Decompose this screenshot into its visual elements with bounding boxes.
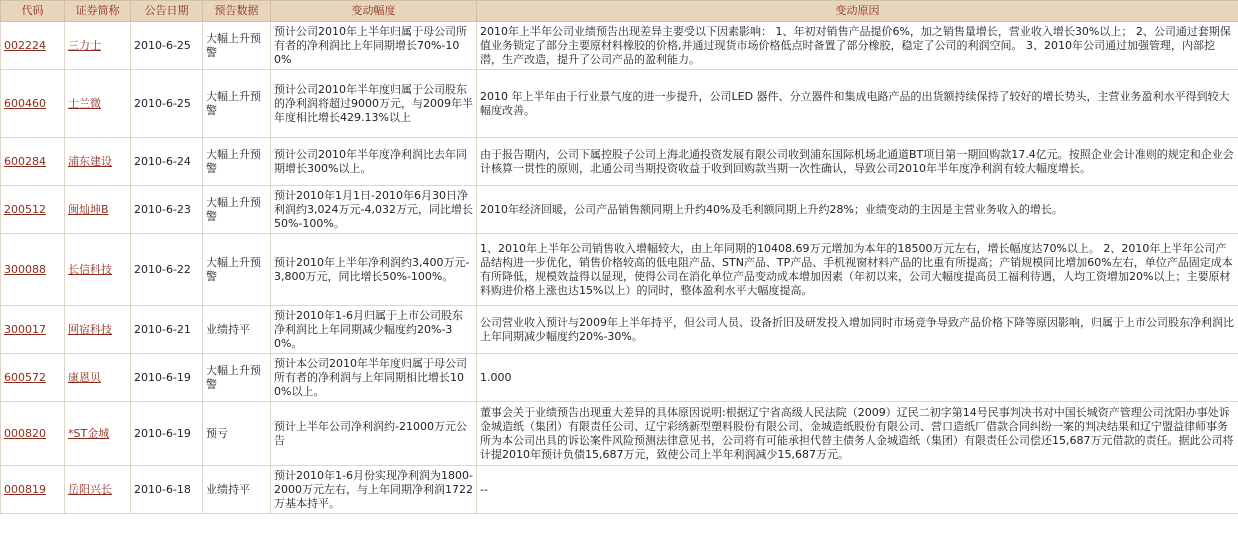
change-range: 预计公司2010年上半年归属于母公司所有者的净利润比上年同期增长70%-100% (271, 22, 477, 70)
change-reason: 2010年经济回暖，公司产品销售额同期上升约40%及毛利额同期上升约28%；业绩变动的主因是主营业务收入的增长。 (477, 186, 1238, 234)
stock-code-link[interactable]: 000819 (4, 482, 46, 496)
announce-date: 2010-6-23 (131, 186, 203, 234)
forecast-type: 业绩持平 (203, 306, 271, 354)
stock-name-link[interactable]: *ST金城 (68, 426, 110, 440)
table-header-row (1, 1, 1238, 22)
change-range: 预计公司2010年半年度归属于公司股东的净利润将超过9000万元，与2009年半年度相比增长429.13%以上 (271, 70, 477, 138)
table-row (1, 402, 1238, 466)
change-range: 预计2010年1-6月归属于上市公司股东净利润比上年同期减少幅度约20%-30%。 (271, 306, 477, 354)
stock-name-link[interactable]: 闽灿坤B (68, 202, 109, 216)
announce-date: 2010-6-24 (131, 138, 203, 186)
forecast-type: 大幅上升预警 (203, 22, 271, 70)
announce-date: 2010-6-25 (131, 22, 203, 70)
table-row (1, 186, 1238, 234)
change-range: 预计公司2010年半年度净利润比去年同期增长300%以上。 (271, 138, 477, 186)
header-name[interactable]: 证券简称 (65, 1, 131, 22)
change-reason: -- (477, 466, 1238, 514)
stock-code-link[interactable]: 600460 (4, 96, 46, 110)
stock-name-link[interactable]: 康恩贝 (68, 370, 101, 384)
change-reason: 2010年上半年公司业绩预告出现差异主要受以下因素影响： 1、年初对销售产品提价6%，加之销售量增长，营业收入增长30%以上； 2、公司通过套期保值业务锁定了部分主要原材料橡胶的价格,并通过现货市场价格低点时备置了部分橡胶，稳定了公司的利润空间。 3、2010年公司通过加强管理，内部挖潜，生产改造，提升了公司产品的盈利能力。 (477, 22, 1238, 70)
table-row (1, 354, 1238, 402)
announce-date: 2010-6-19 (131, 354, 203, 402)
forecast-type: 大幅上升预警 (203, 186, 271, 234)
table-row (1, 306, 1238, 354)
stock-name-link[interactable]: 三力士 (68, 38, 101, 52)
header-range[interactable]: 变动幅度 (271, 1, 477, 22)
header-date[interactable]: 公告日期 (131, 1, 203, 22)
table-row (1, 70, 1238, 138)
stock-name-link[interactable]: 浦东建设 (68, 154, 112, 168)
stock-name-link[interactable]: 长信科技 (68, 262, 112, 276)
stock-name-link[interactable]: 网宿科技 (68, 322, 112, 336)
change-range: 预计上半年公司净利润约-21000万元公告 (271, 402, 477, 466)
change-reason: 1、2010年上半年公司销售收入增幅较大，由上年同期的10408.69万元增加为本年的18500万元左右，增长幅度达70%以上。 2、2010年上半年公司产品结构进一步优化，销售价格较高的低电阻产品、STN产品、TP产品、手机视窗材料产品的比重有所提高；产销规模同比增加60%左右，单位产品固定成本有所降低，规模效益得以显现，使得公司在消化单位产品变动成本增加因素（年初以来，公司大幅度提高员工福利待遇，人均工资增加20%以上；主要原材料购进价格上涨也达15%以上）的同时，整体盈利水平大幅度提高。 (477, 234, 1238, 306)
table-row (1, 234, 1238, 306)
change-reason: 公司营业收入预计与2009年上半年持平，但公司人员、设备折旧及研发投入增加同时市场竞争导致产品价格下降等原因影响，归属于上市公司股东净利润比上年同期减少幅度约20%-30%。 (477, 306, 1238, 354)
change-reason: 由于报告期内，公司下属控股子公司上海北通投资发展有限公司收到浦东国际机场北通道BT项目第一期回购款17.4亿元。按照企业会计准则的规定和企业会计核算一贯性的原则，北通公司当期投资收益于收到回购款当期一次性确认，导致公司2010年半年度净利润有较大幅度增长。 (477, 138, 1238, 186)
change-range: 预计2010年1月1日-2010年6月30日净利润约3,024万元-4,032万元，同比增长50%-100%。 (271, 186, 477, 234)
announce-date: 2010-6-22 (131, 234, 203, 306)
table-row (1, 22, 1238, 70)
announce-date: 2010-6-18 (131, 466, 203, 514)
forecast-type: 业绩持平 (203, 466, 271, 514)
forecast-type: 大幅上升预警 (203, 354, 271, 402)
stock-code-link[interactable]: 600284 (4, 154, 46, 168)
header-reason[interactable]: 变动原因 (477, 1, 1238, 22)
forecast-type: 预亏 (203, 402, 271, 466)
change-reason: 2010 年上半年由于行业景气度的进一步提升，公司LED 器件、分立器件和集成电路产品的出货额持续保持了较好的增长势头，主营业务盈利水平得到较大幅度改善。 (477, 70, 1238, 138)
stock-code-link[interactable]: 200512 (4, 202, 46, 216)
stock-code-link[interactable]: 300017 (4, 322, 46, 336)
change-reason: 董事会关于业绩预告出现重大差异的具体原因说明:根据辽宁省高级人民法院（2009）辽民二初字第14号民事判决书对中国长城资产管理公司沈阳办事处诉金城造纸（集团）有限责任公司、辽宁彩绣新型塑料股份有限公司、金城造纸股份有限公司、营口造纸厂借款合同纠纷一案的判决结果和辽宁盟益律师事务所为本公司出具的诉讼案件风险预测法律意见书，公司将有可能承担代替主债务人金城造纸（集团）有限责任公司偿还15,687万元借款的责任。据此公司将计提2010年预计负债15,687万元，致使公司上半年利润减少15,687万元。 (477, 402, 1238, 466)
change-reason: 1.000 (477, 354, 1238, 402)
table-row (1, 138, 1238, 186)
announce-date: 2010-6-19 (131, 402, 203, 466)
announce-date: 2010-6-21 (131, 306, 203, 354)
change-range: 预计2010年1-6月份实现净利润为1800-2000万元左右，与上年同期净利润1722万基本持平。 (271, 466, 477, 514)
forecast-type: 大幅上升预警 (203, 70, 271, 138)
change-range: 预计本公司2010年半年度归属于母公司所有者的净利润与上年同期相比增长100%以上。 (271, 354, 477, 402)
stock-code-link[interactable]: 300088 (4, 262, 46, 276)
announce-date: 2010-6-25 (131, 70, 203, 138)
forecast-type: 大幅上升预警 (203, 138, 271, 186)
forecast-type: 大幅上升预警 (203, 234, 271, 306)
stock-name-link[interactable]: 岳阳兴长 (68, 482, 112, 496)
change-range: 预计2010年上半年净利润约3,400万元-3,800万元，同比增长50%-100%。 (271, 234, 477, 306)
stock-code-link[interactable]: 002224 (4, 38, 46, 52)
stock-name-link[interactable]: 士兰微 (68, 96, 101, 110)
header-code[interactable]: 代码 (1, 1, 65, 22)
stock-code-link[interactable]: 600572 (4, 370, 46, 384)
stock-code-link[interactable]: 000820 (4, 426, 46, 440)
header-type[interactable]: 预告数据 (203, 1, 271, 22)
table-row (1, 466, 1238, 514)
